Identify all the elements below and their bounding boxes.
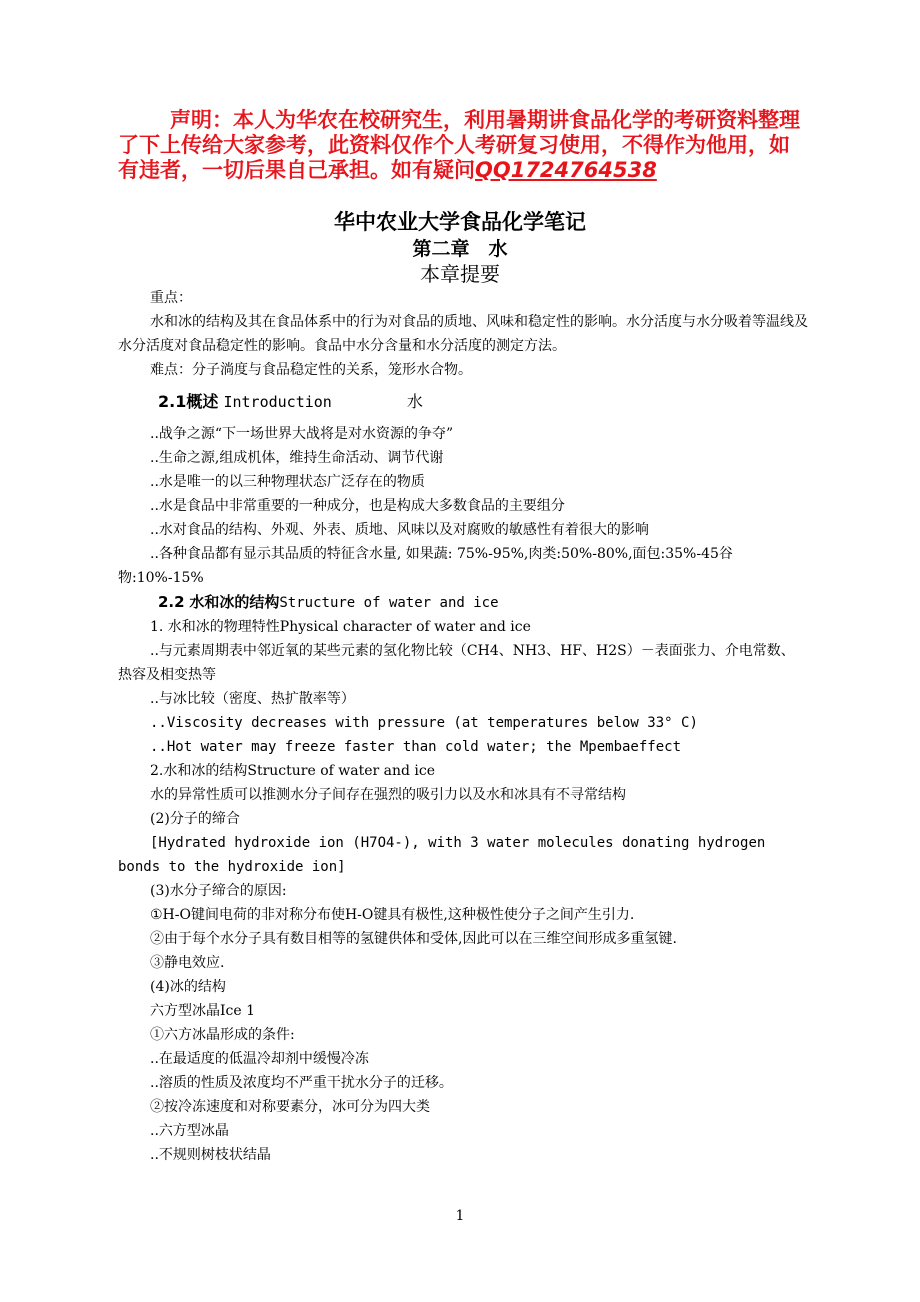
- list-item: ..生命之源,组成机体，维持生命活动、调节代谢: [150, 450, 444, 466]
- list-item: ..水是唯一的以三种物理状态广泛存在的物质: [150, 474, 425, 490]
- section-heading-structure: [158, 590, 808, 615]
- chapter-title: 第二章 水: [412, 238, 508, 260]
- focus-label: 重点：: [150, 290, 192, 306]
- section-english: Structure of water and ice: [279, 595, 499, 611]
- text-line: ①六方冰晶形成的条件:: [150, 1027, 295, 1043]
- text-line: (4)冰的结构: [150, 979, 226, 995]
- document-body: [118, 286, 808, 1167]
- text-line: ..在最适度的低温冷却剂中缓慢冷冻: [150, 1051, 369, 1067]
- section-heading-intro: [158, 390, 808, 414]
- page-number: 1: [455, 1208, 465, 1224]
- list-item: ..各种食品都有显示其品质的特征含水量, 如果蔬: 75%-95%,肉类:50%-80%,面包:35%-45谷物:10%-15%: [118, 546, 733, 586]
- text-line: ..与元素周期表中邻近氧的某些元素的氢化物比较（CH4、NH3、HF、H2S）－表面张力、介电常数、热容及相变热等: [118, 643, 795, 683]
- content-lines: [118, 615, 808, 1167]
- text-line: ..六方型冰晶: [150, 1123, 229, 1139]
- section-number: 2.2: [158, 593, 185, 611]
- text-line: ③静电效应.: [150, 955, 225, 971]
- text-line: ..溶质的性质及浓度均不严重干扰水分子的迁移。: [150, 1075, 453, 1091]
- focus-text: 水和冰的结构及其在食品体系中的行为对食品的质地、风味和稳定性的影响。水分活度与水分吸着等温线及水分活度对食品稳定性的影响。食品中水分含量和水分活度的测定方法。: [118, 314, 808, 354]
- text-line: 2.水和冰的结构Structure of water and ice: [150, 763, 436, 779]
- section-english: Introduction: [223, 393, 332, 411]
- disclaimer-text: 声明：本人为华农在校研究生，利用暑期讲食品化学的考研资料整理了下上传给大家参考，此资料仅作个人考研复习使用，不得作为他用，如有违者，一切后果自己承担。如有疑问: [118, 108, 800, 182]
- text-line: [Hydrated hydroxide ion (H7O4-), with 3 water molecules donating hydrogen bonds to the hydroxide ion]: [118, 835, 774, 875]
- document-title: 华中农业大学食品化学笔记: [334, 210, 586, 234]
- text-line: 水的异常性质可以推测水分子间存在强烈的吸引力以及水和冰具有不寻常结构: [150, 787, 626, 803]
- difficulty-text: 难点：分子淌度与食品稳定性的关系，笼形水合物。: [150, 362, 472, 378]
- text-line: (3)水分子缔合的原因:: [150, 883, 287, 899]
- text-line: ..Viscosity decreases with pressure (at temperatures below 33° C): [150, 715, 698, 731]
- text-line: ①H-O键间电荷的非对称分布使H-O键具有极性,这种极性使分子之间产生引力.: [150, 907, 635, 923]
- text-line: ②由于每个水分子具有数目相等的氢键供体和受体,因此可以在三维空间形成多重氢键.: [150, 931, 677, 947]
- list-item: ..水对食品的结构、外观、外表、质地、风味以及对腐败的敏感性有着很大的影响: [150, 522, 649, 538]
- qq-contact: QQ1724764538: [475, 158, 657, 182]
- disclaimer-notice: [118, 108, 808, 183]
- section-label: 水和冰的结构: [189, 593, 280, 611]
- text-line: 六方型冰晶Ice 1: [150, 1003, 256, 1019]
- summary-heading: 本章提要: [420, 262, 500, 286]
- text-line: ②按冷冻速度和对称要素分，冰可分为四大类: [150, 1099, 430, 1115]
- text-line: ..Hot water may freeze faster than cold water; the Mpembaeffect: [150, 739, 682, 755]
- section-label: 概述: [186, 392, 219, 411]
- section-number: 2.1: [158, 392, 187, 411]
- section-word: 水: [406, 392, 423, 411]
- text-line: ..不规则树枝状结晶: [150, 1147, 271, 1163]
- list-item: ..战争之源“下一场世界大战将是对水资源的争夺”: [150, 426, 454, 442]
- text-line: 1. 水和冰的物理特性Physical character of water and ice: [150, 619, 531, 635]
- text-line: ..与冰比较（密度、热扩散率等）: [150, 691, 355, 707]
- text-line: (2)分子的缔合: [150, 811, 240, 827]
- list-item: ..水是食品中非常重要的一种成分，也是构成大多数食品的主要组分: [150, 498, 565, 514]
- intro-list: [118, 422, 808, 590]
